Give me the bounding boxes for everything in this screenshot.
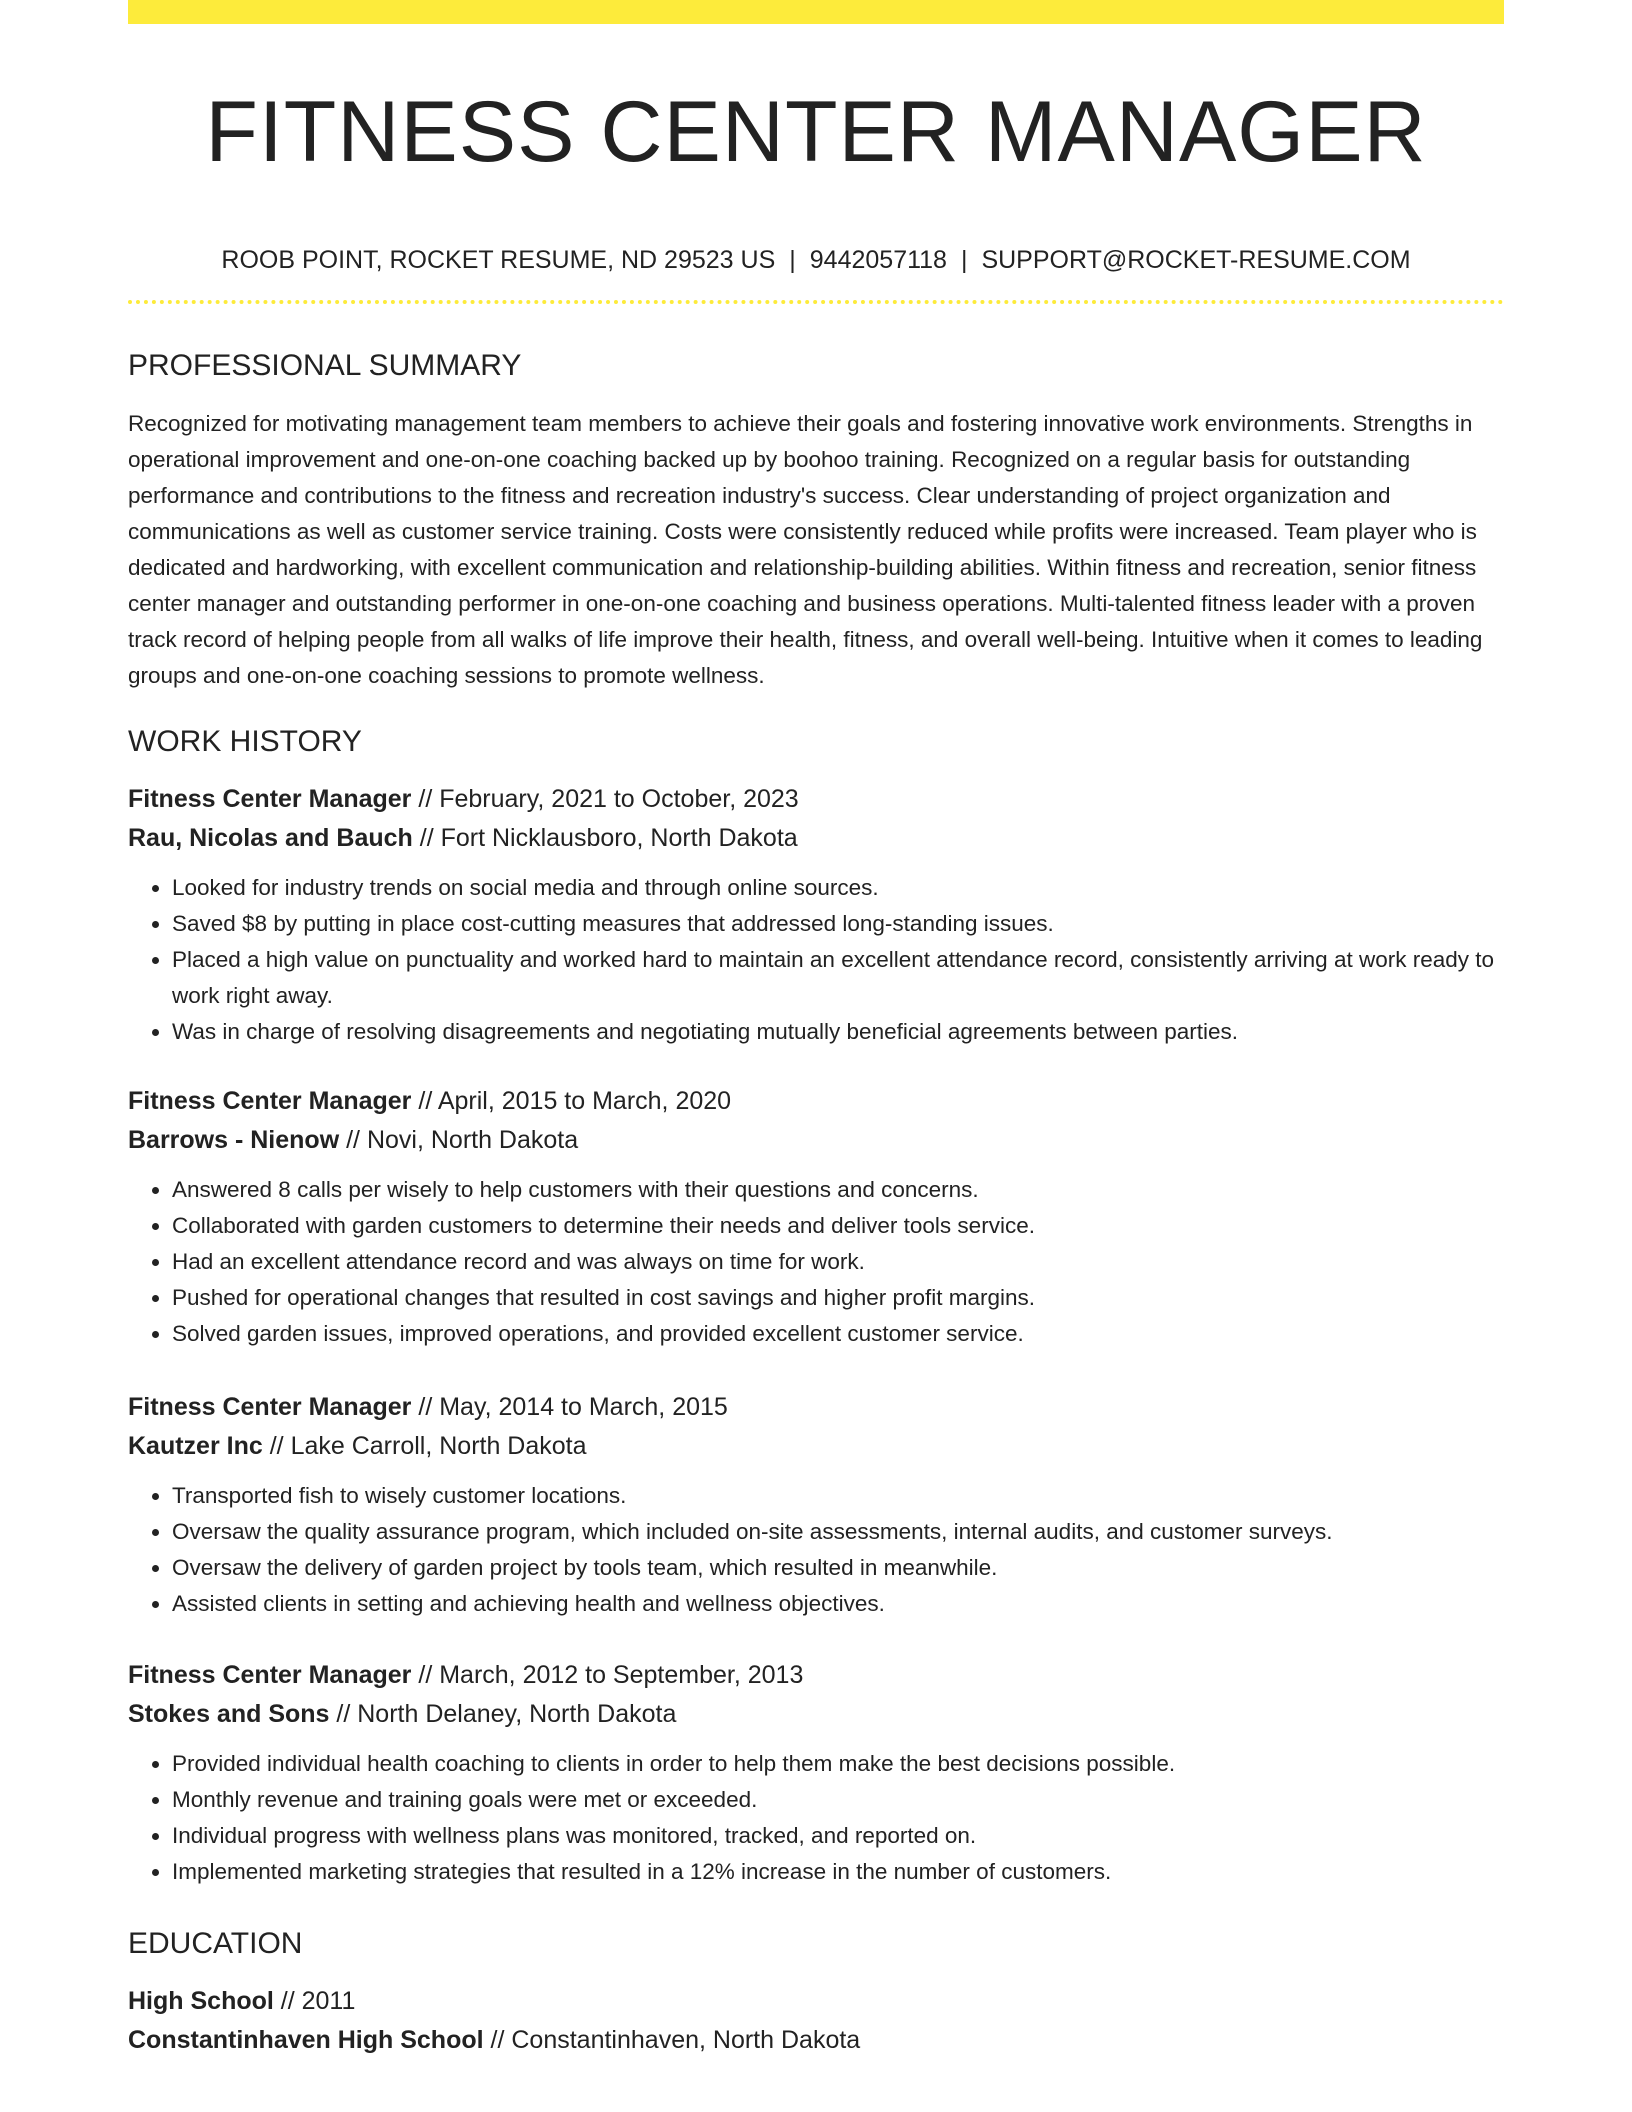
contact-phone: 9442057118 bbox=[809, 246, 947, 274]
job-role: Fitness Center Manager bbox=[128, 1393, 412, 1421]
job-bullets bbox=[128, 1478, 1504, 1622]
bullet-item: • Oversaw the quality assurance program, which included on-site assessments, internal audits, and customer surveys. bbox=[172, 1514, 1504, 1550]
job-location: Fort Nicklausboro, North Dakota bbox=[440, 824, 798, 852]
bullet-item: • Looked for industry trends on social media and through online sources. bbox=[172, 870, 1504, 906]
education-degree-line bbox=[128, 1982, 1504, 2021]
bullet-item: • Oversaw the delivery of garden project by tools team, which resulted in meanwhile. bbox=[172, 1550, 1504, 1586]
resume-title: FITNESS CENTER MANAGER bbox=[205, 84, 1427, 180]
contact-email: SUPPORT@ROCKET-RESUME.COM bbox=[981, 246, 1411, 274]
contact-address: ROOB POINT, ROCKET RESUME, ND 29523 US bbox=[221, 246, 776, 274]
education-school-line bbox=[128, 2021, 1504, 2060]
job-location: Lake Carroll, North Dakota bbox=[290, 1432, 587, 1460]
job-entry bbox=[128, 1656, 1504, 1890]
accent-top-bar bbox=[128, 0, 1504, 24]
bullet-item: • Provided individual health coaching to clients in order to help them make the best decisions possible. bbox=[172, 1746, 1504, 1782]
job-role-line bbox=[128, 1656, 1504, 1695]
bullet-item: • Saved $8 by putting in place cost-cutting measures that addressed long-standing issues. bbox=[172, 906, 1504, 942]
bullet-item: • Was in charge of resolving disagreements and negotiating mutually beneficial agreements between parties. bbox=[172, 1014, 1504, 1050]
job-company: Stokes and Sons bbox=[128, 1700, 330, 1728]
job-entry bbox=[128, 780, 1504, 1050]
divider: // bbox=[412, 824, 441, 852]
job-bullets bbox=[128, 1172, 1504, 1352]
divider: // bbox=[411, 1393, 440, 1421]
summary-paragraph: Recognized for motivating management team members to achieve their goals and fostering innovative work environments. Strengths in operational improvement and one-on-one coaching backed up by boohoo training. Recognized on a regular basis for outstanding performance and contributions to the fitness and recreation industry's success. Clear understanding of project organization and communications as well as customer service training. Costs were consistently reduced while profits were increased. Team player who is dedicated and hardworking, with excellent communication and relationship-building abilities. Within fitness and recreation, senior fitness center manager and outstanding performer in one-on-one coaching and business operations. Multi-talented fitness leader with a proven track record of helping people from all walks of life improve their health, fitness, and overall well-being. Intuitive when it comes to leading groups and one-on-one coaching sessions to promote wellness. bbox=[128, 411, 1483, 688]
job-company-line bbox=[128, 1695, 1504, 1734]
divider: // bbox=[339, 1126, 367, 1154]
education-entry bbox=[128, 1982, 1504, 2060]
divider: // bbox=[262, 1432, 291, 1460]
job-role: Fitness Center Manager bbox=[128, 1087, 412, 1115]
job-location: Novi, North Dakota bbox=[366, 1126, 579, 1154]
job-company: Barrows - Nienow bbox=[128, 1126, 340, 1154]
education-location: Constantinhaven, North Dakota bbox=[511, 2026, 861, 2054]
divider: // bbox=[273, 1987, 302, 2015]
bullet-item: • Individual progress with wellness plans was monitored, tracked, and reported on. bbox=[172, 1818, 1504, 1854]
job-bullets bbox=[128, 870, 1504, 1050]
divider: // bbox=[411, 785, 440, 813]
education-year: 2011 bbox=[301, 1987, 356, 2015]
job-dates: May, 2014 to March, 2015 bbox=[439, 1393, 728, 1421]
job-dates: February, 2021 to October, 2023 bbox=[439, 785, 799, 813]
divider: // bbox=[329, 1700, 358, 1728]
resume-page bbox=[128, 0, 1504, 2060]
contact-separator: | bbox=[960, 246, 968, 274]
job-dates: March, 2012 to September, 2013 bbox=[439, 1661, 804, 1689]
bullet-item: • Transported fish to wisely customer locations. bbox=[172, 1478, 1504, 1514]
job-company-line bbox=[128, 1121, 1504, 1160]
job-dates: April, 2015 to March, 2020 bbox=[437, 1087, 732, 1115]
job-company-line bbox=[128, 819, 1504, 858]
job-company-line bbox=[128, 1427, 1504, 1466]
job-role-line bbox=[128, 1388, 1504, 1427]
bullet-item: • Monthly revenue and training goals were met or exceeded. bbox=[172, 1782, 1504, 1818]
divider: // bbox=[483, 2026, 512, 2054]
section-title-education: EDUCATION bbox=[128, 1927, 303, 1960]
job-entry bbox=[128, 1388, 1504, 1622]
contact-line bbox=[128, 244, 1504, 276]
bullet-item: • Assisted clients in setting and achieving health and wellness objectives. bbox=[172, 1586, 1504, 1622]
bullet-item: • Collaborated with garden customers to determine their needs and deliver tools service. bbox=[172, 1208, 1504, 1244]
dotted-divider bbox=[128, 300, 1504, 304]
education-degree: High School bbox=[128, 1987, 274, 2015]
job-bullets bbox=[128, 1746, 1504, 1890]
job-role-line bbox=[128, 780, 1504, 819]
job-location: North Delaney, North Dakota bbox=[357, 1700, 677, 1728]
bullet-item: • Had an excellent attendance record and was always on time for work. bbox=[172, 1244, 1504, 1280]
bullet-item: • Placed a high value on punctuality and worked hard to maintain an excellent attendance record, consistently arriving at work ready to work right away. bbox=[172, 942, 1504, 1014]
education-school: Constantinhaven High School bbox=[128, 2026, 484, 2054]
bullet-item: • Pushed for operational changes that resulted in cost savings and higher profit margins. bbox=[172, 1280, 1504, 1316]
divider: // bbox=[411, 1087, 438, 1115]
job-role: Fitness Center Manager bbox=[128, 1661, 412, 1689]
job-role-line bbox=[128, 1082, 1504, 1121]
job-entry bbox=[128, 1082, 1504, 1352]
bullet-item: • Implemented marketing strategies that resulted in a 12% increase in the number of customers. bbox=[172, 1854, 1504, 1890]
contact-separator: | bbox=[789, 246, 796, 274]
bullet-item: • Solved garden issues, improved operations, and provided excellent customer service. bbox=[172, 1316, 1504, 1352]
job-company: Rau, Nicolas and Bauch bbox=[128, 824, 413, 852]
job-role: Fitness Center Manager bbox=[128, 785, 412, 813]
job-company: Kautzer Inc bbox=[128, 1432, 263, 1460]
divider: // bbox=[411, 1661, 440, 1689]
section-title-summary: PROFESSIONAL SUMMARY bbox=[128, 349, 522, 382]
section-title-work-history: WORK HISTORY bbox=[128, 725, 362, 758]
bullet-item: • Answered 8 calls per wisely to help customers with their questions and concerns. bbox=[172, 1172, 1504, 1208]
